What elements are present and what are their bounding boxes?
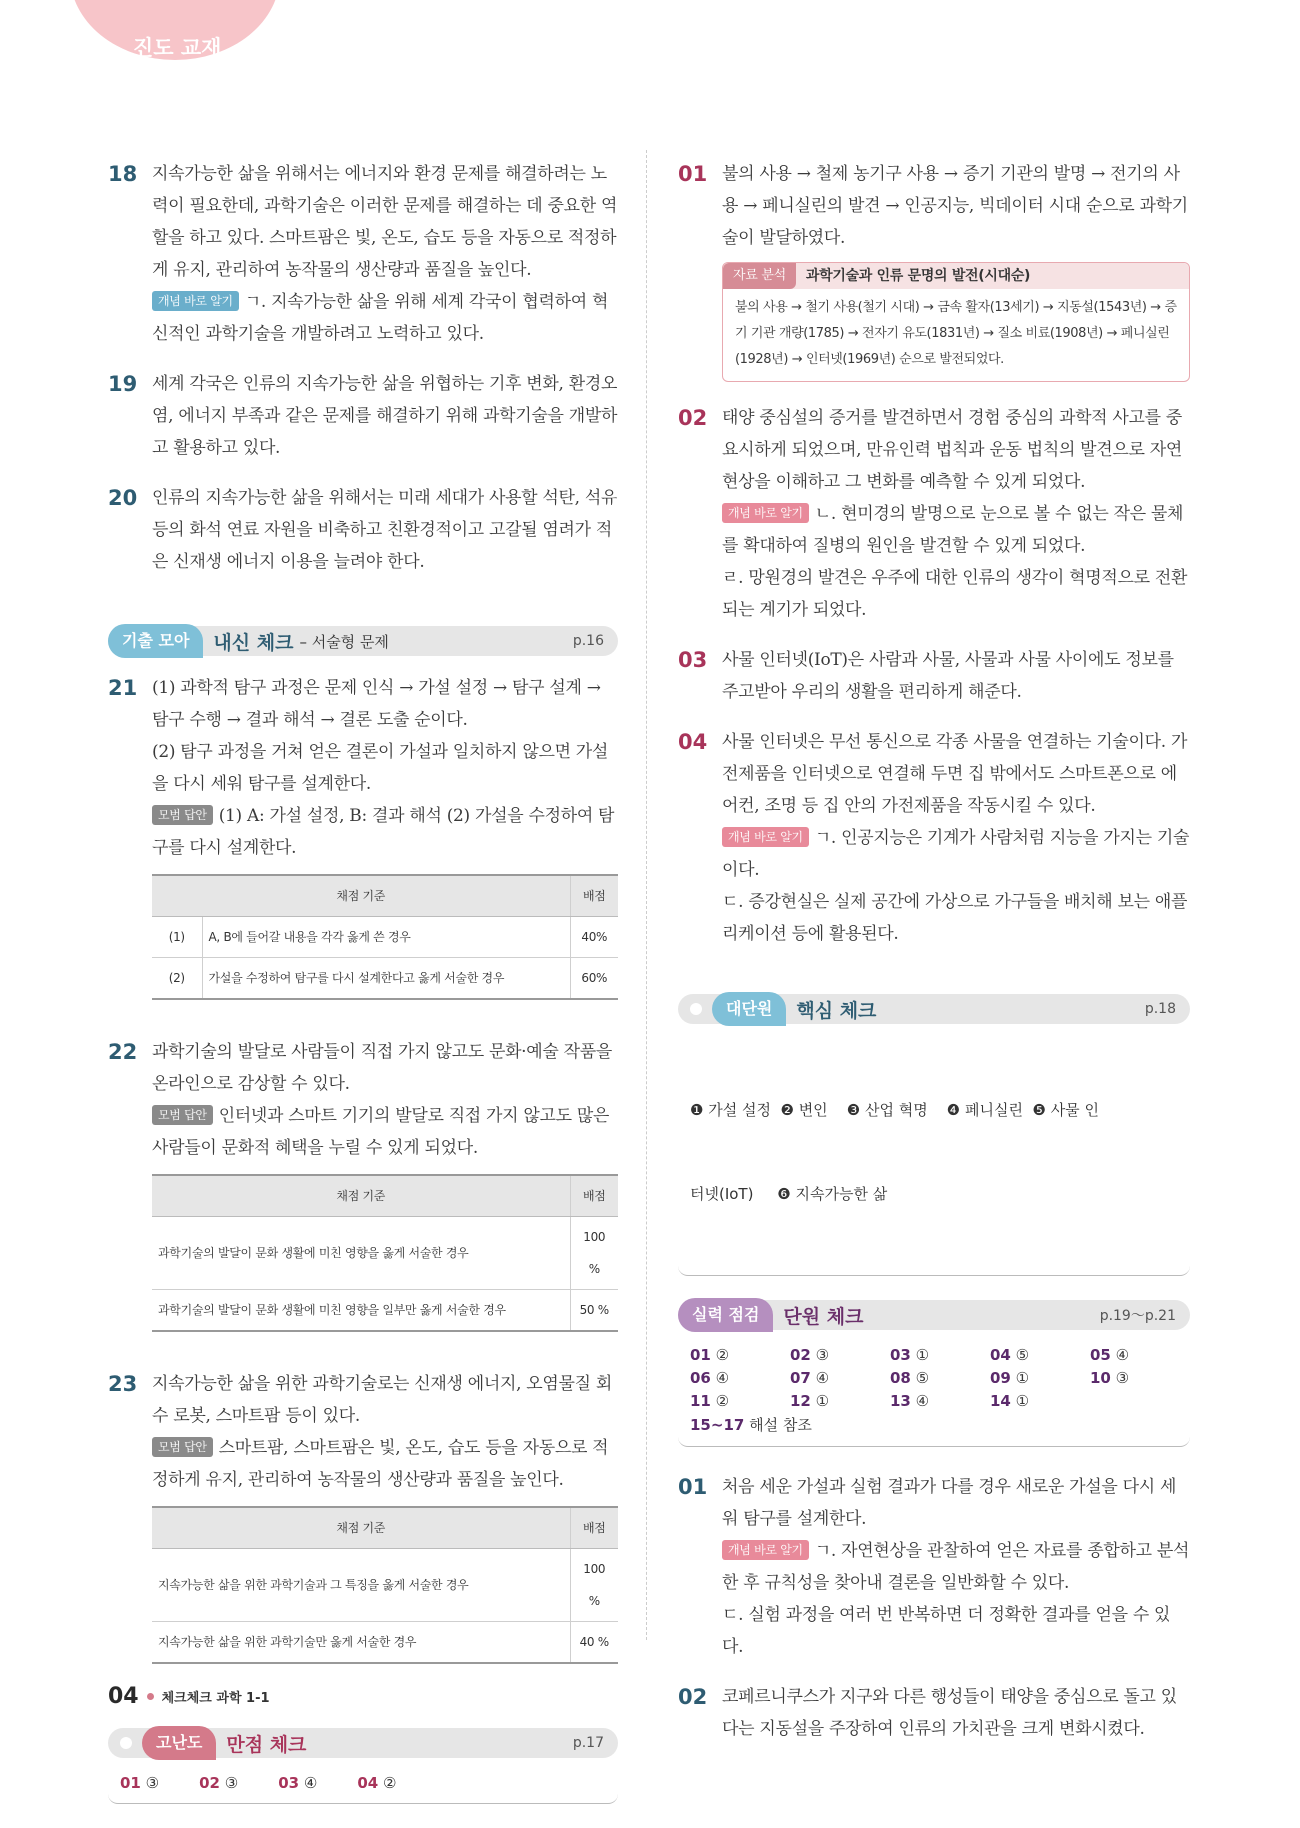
haeksim-answers <box>690 1040 1190 1264</box>
model-answer: 스마트팜, 스마트팜은 빛, 온도, 습도 등을 자동으로 적정하게 유지, 관리하여 농작물의 생산량과 품질을 높인다. <box>152 1438 609 1490</box>
section-page: p.16 <box>572 633 604 649</box>
section-subtitle: – 서술형 문제 <box>299 632 389 651</box>
section-page: p.17 <box>572 1735 604 1751</box>
answer-03 <box>678 644 1190 708</box>
question-number: 22 <box>108 1040 138 1064</box>
question-20 <box>108 482 618 578</box>
table-header-score: 배점 <box>570 875 618 917</box>
haeksim-line: 터넷(IoT) ❻ 지속가능한 삶 <box>690 1185 888 1203</box>
question-text: 사물 인터넷(IoT)은 사람과 사물, 사물과 사물 사이에도 정보를 주고받아 우리의 생활을 편리하게 해준다. <box>722 650 1174 702</box>
question-text: 처음 세운 가설과 실험 결과가 다를 경우 새로운 가설을 다시 세워 탐구를 설계한다. <box>722 1477 1177 1529</box>
page-number: 04 <box>108 1684 139 1709</box>
model-answer-badge: 모범 답안 <box>152 1105 213 1125</box>
section-title: 만점 체크 <box>226 1733 307 1756</box>
table-cell: 40% <box>570 917 618 958</box>
table-header-score: 배점 <box>570 1175 618 1217</box>
model-answer-badge: 모범 답안 <box>152 805 213 825</box>
table-row <box>152 1217 618 1290</box>
bullet-dot <box>120 1737 132 1749</box>
bullet-dot <box>690 1003 702 1015</box>
question-21 <box>108 672 618 1018</box>
table-header-criteria: 채점 기준 <box>152 1175 570 1217</box>
table-cell: 50 % <box>570 1290 618 1332</box>
concept-badge: 개념 바로 알기 <box>722 503 809 523</box>
question-text: 세계 각국은 인류의 지속가능한 삶을 위협하는 기후 변화, 환경오염, 에너지 부족과 같은 문제를 해결하기 위해 과학기술을 개발하고 활용하고 있다. <box>152 374 618 458</box>
answer-part-2: (2) 탐구 과정을 거쳐 얻은 결론이 가설과 일치하지 않으면 가설을 다시 세워 탐구를 설계한다. <box>152 742 609 794</box>
concept-badge: 개념 바로 알기 <box>152 291 239 311</box>
box-bottom-border <box>678 1435 1190 1447</box>
table-cell: 40 % <box>570 1622 618 1664</box>
answer-item: 03 ④ <box>278 1774 318 1792</box>
answer-item: 10 ③ <box>1090 1369 1130 1387</box>
model-answer: 인터넷과 스마트 기기의 발달로 직접 가지 않고도 많은 사람들이 문화적 혜택을 누릴 수 있게 되었다. <box>152 1106 610 1158</box>
unit-answer-01 <box>678 1471 1190 1663</box>
question-text: 인류의 지속가능한 삶을 위해서는 미래 세대가 사용할 석탄, 석유 등의 화석 연료 자원을 비축하고 친환경적이고 고갈될 염려가 적은 신재생 에너지 이용을 늘려야 한다. <box>152 488 618 572</box>
data-analysis-box <box>722 262 1190 382</box>
concept-note: ㄹ. 망원경의 발견은 우주에 대한 인류의 생각이 혁명적으로 전환되는 계기가 되었다. <box>722 568 1188 620</box>
table-header-criteria: 채점 기준 <box>152 1507 570 1549</box>
answer-02 <box>678 402 1190 626</box>
answer-item: 05 ④ <box>1090 1346 1130 1364</box>
answer-item: 02 ③ <box>199 1774 239 1792</box>
answer-item: 06 ④ <box>690 1369 730 1387</box>
question-number: 18 <box>108 162 138 186</box>
column-divider <box>646 150 647 1640</box>
table-header-criteria: 채점 기준 <box>152 875 570 917</box>
question-text: 지속가능한 삶을 위해서는 에너지와 환경 문제를 해결하려는 노력이 필요한데, 과학기술은 이러한 문제를 해결하는 데 중요한 역할을 하고 있다. 스마트팜은 빛, 온도, 습도 등을 자동으로 적정하게 유지, 관리하여 농작물의 생산량과 품질을 높인다. <box>152 164 618 280</box>
answer-item: 08 ⑤ <box>890 1369 930 1387</box>
question-number: 21 <box>108 676 138 700</box>
section-danwon-header <box>678 1300 1190 1330</box>
section-tag: 기출 모아 <box>108 624 203 658</box>
section-title: 내신 체크 <box>213 631 294 654</box>
question-19 <box>108 368 618 464</box>
table-header-score: 배점 <box>570 1507 618 1549</box>
question-text: 과학기술의 발달로 사람들이 직접 가지 않고도 문화·예술 작품을 온라인으로 감상할 수 있다. <box>152 1042 613 1094</box>
question-number: 02 <box>678 406 708 430</box>
concept-badge: 개념 바로 알기 <box>722 1540 809 1560</box>
section-tag: 대단원 <box>712 992 786 1026</box>
table-cell: 60% <box>570 958 618 1000</box>
answer-item: 09 ① <box>990 1369 1030 1387</box>
table-cell: A, B에 들어갈 내용을 각각 옳게 쓴 경우 <box>202 917 570 958</box>
page-footer <box>108 1684 270 1709</box>
answer-item: 01 ③ <box>120 1774 160 1792</box>
section-tag: 고난도 <box>142 1726 216 1760</box>
section-naesin-header <box>108 626 618 656</box>
danwon-answers <box>690 1346 1190 1410</box>
right-column <box>678 158 1190 1763</box>
corner-tab-label: 진도 교재 <box>133 36 222 60</box>
table-row <box>152 1290 618 1332</box>
answer-item: 01 ② <box>690 1346 730 1364</box>
answer-item: 14 ① <box>990 1392 1030 1410</box>
table-cell: 100 % <box>570 1549 618 1622</box>
table-cell: 지속가능한 삶을 위한 과학기술만 옳게 서술한 경우 <box>152 1622 570 1664</box>
concept-note: ㄷ. 증강현실은 실제 공간에 가상으로 가구들을 배치해 보는 애플리케이션 등에 활용된다. <box>722 892 1188 944</box>
table-row <box>152 917 618 958</box>
model-answer-badge: 모범 답안 <box>152 1437 213 1457</box>
question-text: 불의 사용 → 철제 농기구 사용 → 증기 기관의 발명 → 전기의 사용 → 페니실린의 발견 → 인공지능, 빅데이터 시대 순으로 과학기술이 발달하였다. <box>722 164 1188 248</box>
table-row <box>152 958 618 1000</box>
data-analysis-title: 과학기술과 인류 문명의 발전(시대순) <box>805 268 1031 284</box>
model-answer: (1) A: 가설 설정, B: 결과 해석 (2) 가설을 수정하여 탐구를 다시 설계한다. <box>152 806 615 858</box>
table-cell: 가설을 수정하여 탐구를 다시 설계한다고 옳게 서술한 경우 <box>202 958 570 1000</box>
table-cell: (1) <box>152 917 202 958</box>
question-text: 코페르니쿠스가 지구와 다른 행성들이 태양을 중심으로 돌고 있다는 지동설을 주장하여 인류의 가치관을 크게 변화시켰다. <box>722 1687 1177 1739</box>
haeksim-line: ❶ 가설 설정 ❷ 변인 ❸ 산업 혁명 ❹ 페니실린 ❺ 사물 인 <box>690 1101 1099 1119</box>
box-bottom-border <box>108 1792 618 1804</box>
concept-badge: 개념 바로 알기 <box>722 827 809 847</box>
scoring-table <box>152 1506 618 1664</box>
question-number: 04 <box>678 730 708 754</box>
question-number: 03 <box>678 648 708 672</box>
data-analysis-tag: 자료 분석 <box>723 263 796 289</box>
scoring-table <box>152 1174 618 1332</box>
answer-item: 02 ③ <box>790 1346 830 1364</box>
concept-note: ㄴ. 현미경의 발명으로 눈으로 볼 수 없는 작은 물체를 확대하여 질병의 원인을 발견할 수 있게 되었다. <box>722 504 1184 556</box>
table-cell: 100 % <box>570 1217 618 1290</box>
section-tag: 실력 점검 <box>678 1298 773 1332</box>
section-haeksim-header <box>678 994 1190 1024</box>
danwon-extra: 15~17 해설 참조 <box>690 1416 812 1434</box>
table-cell: 과학기술의 발달이 문화 생활에 미친 영향을 옳게 서술한 경우 <box>152 1217 570 1290</box>
table-row <box>152 1622 618 1664</box>
question-number: 02 <box>678 1685 708 1709</box>
answer-item: 04 ② <box>357 1774 397 1792</box>
section-page: p.18 <box>1144 1001 1176 1017</box>
question-number: 01 <box>678 162 708 186</box>
answer-item: 04 ⑤ <box>990 1346 1030 1364</box>
section-page: p.19～p.21 <box>1099 1308 1176 1324</box>
answer-item: 07 ④ <box>790 1369 830 1387</box>
answer-item: 13 ④ <box>890 1392 930 1410</box>
box-bottom-border <box>678 1264 1190 1276</box>
answer-item: 03 ① <box>890 1346 930 1364</box>
question-23 <box>108 1368 618 1682</box>
concept-note: ㄱ. 지속가능한 삶을 위해 세계 각국이 협력하여 혁신적인 과학기술을 개발하려고 노력하고 있다. <box>152 292 609 344</box>
question-number: 19 <box>108 372 138 396</box>
question-number: 20 <box>108 486 138 510</box>
section-title: 단원 체크 <box>783 1305 864 1328</box>
answer-part-1: (1) 과학적 탐구 과정은 문제 인식 → 가설 설정 → 탐구 설계 → 탐구 수행 → 결과 해석 → 결론 도출 순이다. <box>152 678 601 730</box>
answer-01 <box>678 158 1190 396</box>
answer-item: 12 ① <box>790 1392 830 1410</box>
question-text: 사물 인터넷은 무선 통신으로 각종 사물을 연결하는 기술이다. 가전제품을 인터넷으로 연결해 두면 집 밖에서도 스마트폰으로 에어컨, 조명 등 집 안의 가전제품을 작동시킬 수 있다. <box>722 732 1188 816</box>
manjeom-answers <box>120 1774 618 1792</box>
book-title: 체크체크 과학 1-1 <box>161 1691 270 1706</box>
answer-04 <box>678 726 1190 950</box>
concept-note: ㄱ. 인공지능은 기계가 사람처럼 지능을 가지는 기술이다. <box>722 828 1190 880</box>
section-title: 핵심 체크 <box>796 999 877 1022</box>
question-22 <box>108 1036 618 1350</box>
scoring-table <box>152 874 618 1000</box>
left-column <box>108 158 618 1828</box>
table-cell: 지속가능한 삶을 위한 과학기술과 그 특징을 옳게 서술한 경우 <box>152 1549 570 1622</box>
question-text: 태양 중심설의 증거를 발견하면서 경험 중심의 과학적 사고를 중요시하게 되었으며, 만유인력 법칙과 운동 법칙의 발견으로 자연현상을 이해하고 그 변화를 예측할 수 있게 되었다. <box>722 408 1183 492</box>
question-number: 01 <box>678 1475 708 1499</box>
question-number: 23 <box>108 1372 138 1396</box>
unit-answer-02 <box>678 1681 1190 1745</box>
concept-note: ㄱ. 자연현상을 관찰하여 얻은 자료를 종합하고 분석한 후 규칙성을 찾아내 결론을 일반화할 수 있다. <box>722 1541 1190 1593</box>
concept-note: ㄷ. 실험 과정을 여러 번 반복하면 더 정확한 결과를 얻을 수 있다. <box>722 1605 1171 1657</box>
table-row <box>152 1549 618 1622</box>
data-analysis-body: 불의 사용 → 철기 사용(철기 시대) → 금속 활자(13세기) → 지동설(1543년) → 증기 기관 개량(1785) → 전자기 유도(1831년) → 질소 비료(1908년) → 페니실린(1928년) → 인터넷(1969년) 순으로 발전되었다. <box>735 300 1177 367</box>
footer-dot <box>147 1693 154 1700</box>
table-cell: (2) <box>152 958 202 1000</box>
question-18 <box>108 158 618 350</box>
table-cell: 과학기술의 발달이 문화 생활에 미친 영향을 일부만 옳게 서술한 경우 <box>152 1290 570 1332</box>
answer-item: 11 ② <box>690 1392 730 1410</box>
question-text: 지속가능한 삶을 위한 과학기술로는 신재생 에너지, 오염물질 회수 로봇, 스마트팜 등이 있다. <box>152 1374 613 1426</box>
